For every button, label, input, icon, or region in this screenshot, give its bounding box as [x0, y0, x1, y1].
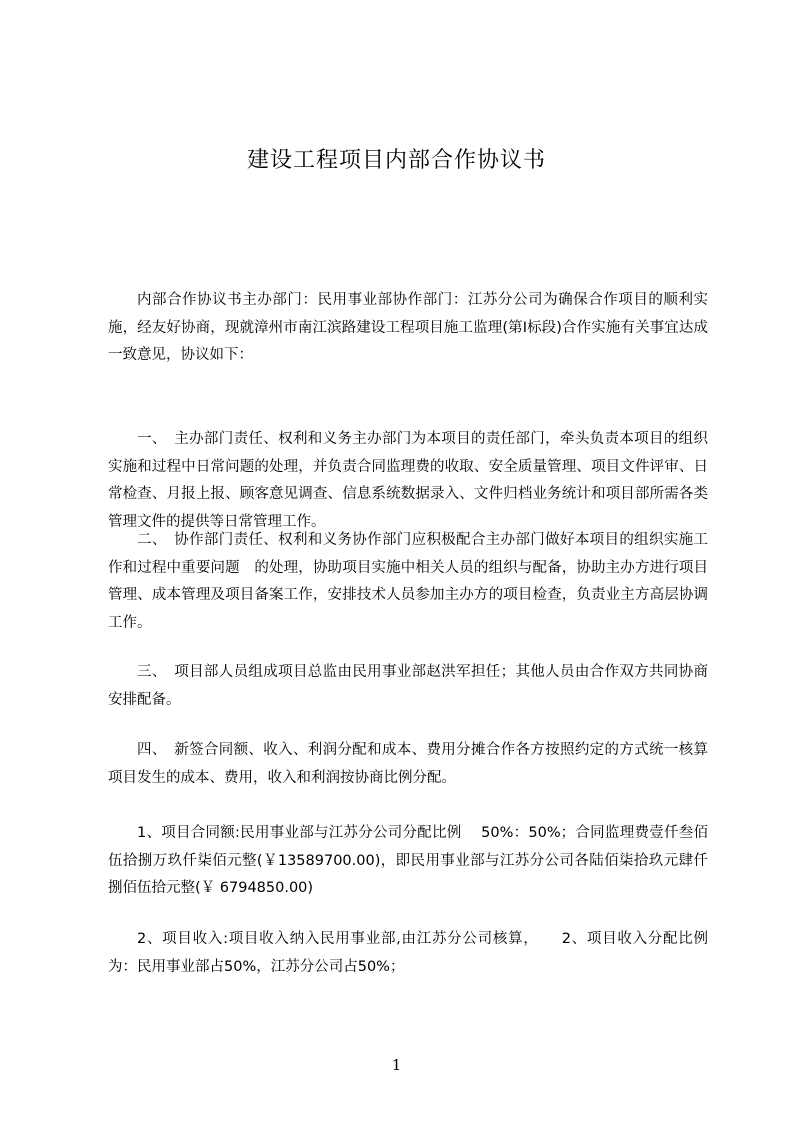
section-one-paragraph: 一、 主办部门责任、权利和义务主办部门为本项目的责任部门，牵头负责本项目的组织实施和过程中日常问题的处理，并负责合同监理费的收取、安全质量管理、项目文件评审、日常检查、月报上报、顾客意见调查、信息系统数据录入、文件归档业务统计和项目部所需各类管理文件的提供等日常管理工作。 [108, 431, 708, 530]
section-three-paragraph: 三、 项目部人员组成项目总监由民用事业部赵洪军担任；其他人员由合作双方共同协商安排配备。 [108, 664, 708, 708]
document-title: 建设工程项目内部合作协议书 [246, 148, 546, 173]
section-two-paragraph: 二、 协作部门责任、权利和义务协作部门应积极配合主办部门做好本项目的组织实施工作和过程中重要问题 的处理，协助项目实施中相关人员的组织与配备，协助主办方进行项目管理、成本管理及项目备案工作，安排技术人员参加主办方的项目检查，负责业主方高层协调工作。 [108, 532, 708, 631]
intro-paragraph: 内部合作协议书主办部门：民用事业部协作部门：江苏分公司为确保合作项目的顺利实施，经友好协商，现就漳州市南江滨路建设工程项目施工监理(第Ⅰ标段)合作实施有关事宜达成一致意见，协议如下： [108, 292, 708, 363]
project-income-paragraph: 2、项目收入:项目收入纳入民用事业部,由江苏分公司核算， 2、项目收入分配比例为：民用事业部占50%，江苏分公司占50%； [108, 931, 708, 975]
page-number: 1 [391, 1056, 402, 1074]
section-four-paragraph: 四、 新签合同额、收入、利润分配和成本、费用分摊合作各方按照约定的方式统一核算项目发生的成本、费用，收入和利润按协商比例分配。 [108, 742, 708, 786]
contract-amount-paragraph: 1、项目合同额:民用事业部与江苏分公司分配比例 50%：50%；合同监理费壹仟叁佰伍拾捌万玖仟柒佰元整(￥13589700.00)，即民用事业部与江苏分公司各陆佰柒拾玖元肆仟捌佰伍拾元整(￥ 6794850.00) [108, 825, 708, 896]
